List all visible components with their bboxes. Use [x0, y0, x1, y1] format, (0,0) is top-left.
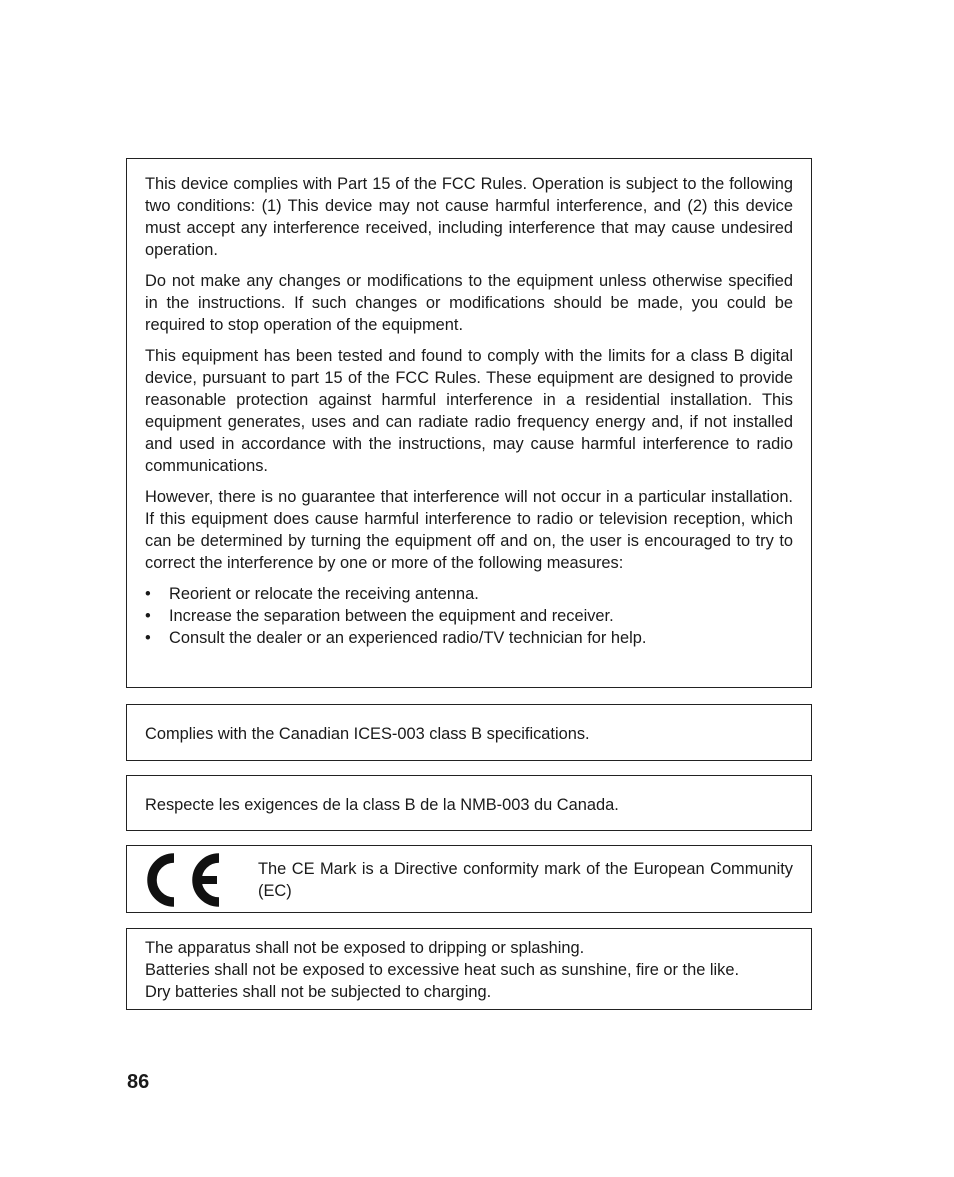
ices-statement: Complies with the Canadian ICES-003 class B specifications.	[145, 725, 590, 743]
list-item: • Reorient or relocate the receiving antenna.	[145, 583, 793, 605]
ices-notice-box	[126, 704, 812, 761]
battery-heat-warning: Batteries shall not be exposed to excessive heat such as sunshine, fire or the like.	[145, 961, 740, 979]
fcc-notice-box	[126, 158, 812, 688]
safety-notice-box	[126, 928, 812, 1010]
page-number: 86	[127, 1071, 150, 1093]
fcc-modifications-paragraph: Do not make any changes or modifications to the equipment unless otherwise specified in the instructions. If such changes or modifications should be made, you could be required to stop operation of the equipment.	[145, 272, 793, 334]
dripping-warning: The apparatus shall not be exposed to dripping or splashing.	[145, 939, 585, 957]
battery-charging-warning: Dry batteries shall not be subjected to charging.	[145, 983, 492, 1001]
fcc-class-b-paragraph: This equipment has been tested and found to comply with the limits for a class B digital device, pursuant to part 15 of the FCC Rules. These equipment are designed to provide reasonable protection against harmful interference in a residential installation. This equipment generates, uses and can radiate radio frequency energy and, if not installed and used in accordance with the instructions, may cause harmful interference to radio communications.	[145, 347, 793, 475]
fcc-compliance-paragraph: This device complies with Part 15 of the FCC Rules. Operation is subject to the following two conditions: (1) This device may not cause harmful interference, and (2) this device must accept any interference received, including interference that may cause undesired operation.	[145, 175, 793, 259]
fcc-interference-paragraph: However, there is no guarantee that interference will not occur in a particular installation. If this equipment does cause harmful interference to radio or television reception, which can be determined by turning the equipment off and on, the user is encouraged to try to correct the interference by one or more of the following measures:	[145, 488, 793, 572]
ce-statement: The CE Mark is a Directive conformity mark of the European Community (EC)	[258, 860, 793, 900]
nmb-statement: Respecte les exigences de la class B de la NMB-003 du Canada.	[145, 796, 619, 814]
list-item: • Consult the dealer or an experienced radio/TV technician for help.	[145, 627, 793, 649]
ce-notice-box	[126, 845, 812, 913]
ce-mark-icon	[141, 852, 227, 908]
interference-measures-list	[145, 583, 793, 649]
nmb-notice-box	[126, 775, 812, 831]
list-item: • Increase the separation between the equipment and receiver.	[145, 605, 793, 627]
